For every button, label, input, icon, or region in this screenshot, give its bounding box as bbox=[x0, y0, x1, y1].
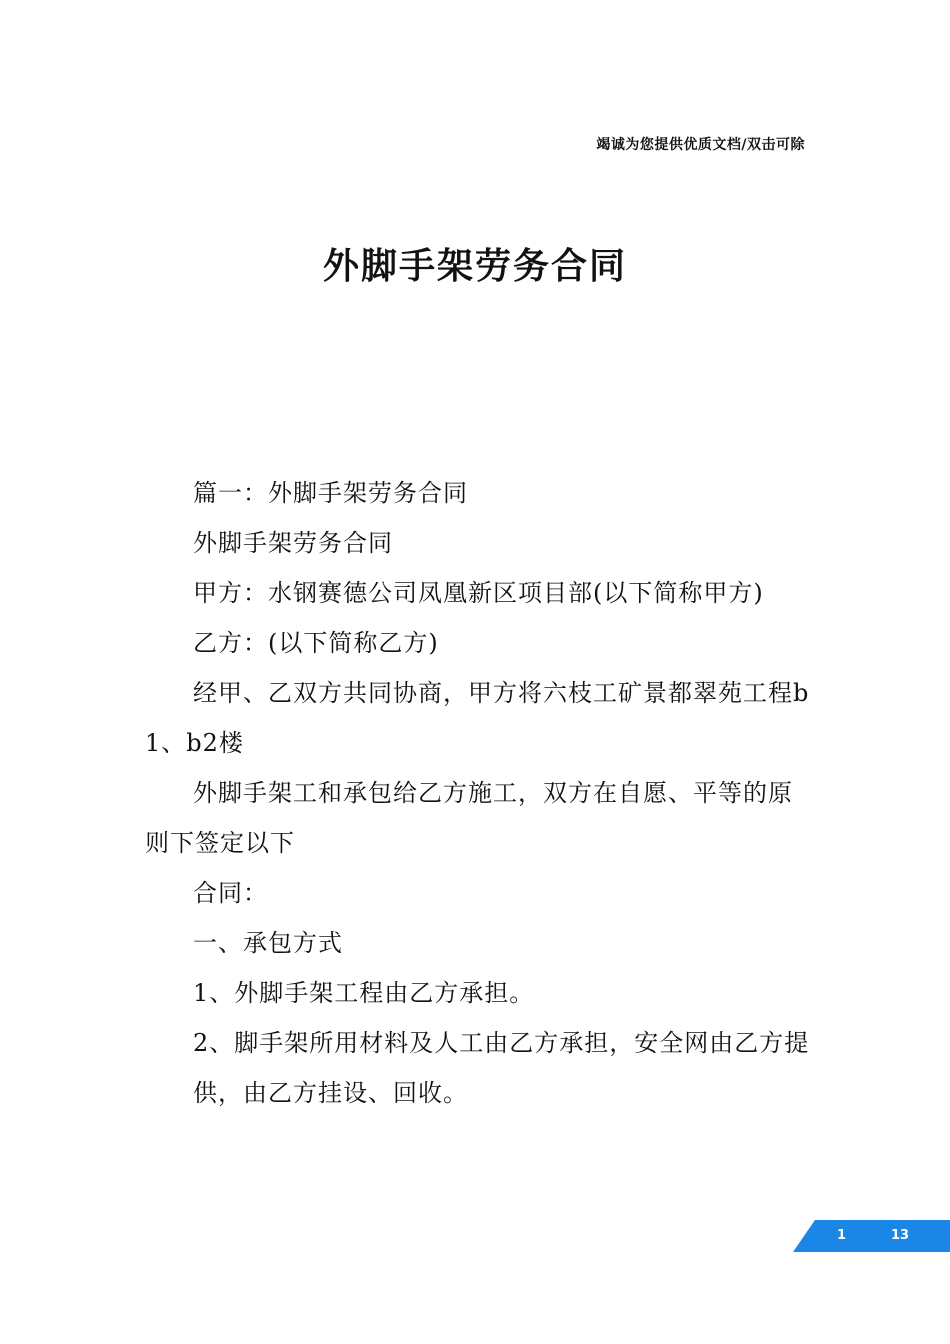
paragraph: 乙方：(以下简称乙方) bbox=[193, 629, 439, 657]
paragraph: 外脚手架工和承包给乙方施工，双方在自愿、平等的原则下签定以下 bbox=[145, 779, 793, 857]
paragraph: 供，由乙方挂设、回收。 bbox=[193, 1079, 468, 1107]
paragraph: 2、脚手架所用材料及人工由乙方承担，安全网由乙方提 bbox=[193, 1029, 810, 1057]
document-title: 外脚手架劳务合同 bbox=[322, 246, 627, 287]
page-badge-shape bbox=[793, 1220, 950, 1252]
paragraph: 篇一：外脚手架劳务合同 bbox=[193, 479, 468, 507]
paragraph: 1、外脚手架工程由乙方承担。 bbox=[193, 979, 535, 1007]
paragraph: 经甲、乙双方共同协商，甲方将六枝工矿景都翠苑工程b1、b2楼 bbox=[145, 679, 810, 757]
paragraph: 甲方：水钢赛德公司凤凰新区项目部(以下简称甲方) bbox=[193, 579, 764, 607]
page-number-badge bbox=[793, 1220, 950, 1252]
paragraph: 一、承包方式 bbox=[193, 929, 343, 957]
total-pages: 13 bbox=[891, 1228, 910, 1243]
document-body bbox=[145, 468, 810, 1118]
current-page-number: 1 bbox=[837, 1228, 847, 1243]
paragraph: 合同： bbox=[193, 879, 268, 907]
header-note: 竭诚为您提供优质文档/双击可除 bbox=[596, 137, 805, 153]
paragraph: 外脚手架劳务合同 bbox=[193, 529, 393, 557]
